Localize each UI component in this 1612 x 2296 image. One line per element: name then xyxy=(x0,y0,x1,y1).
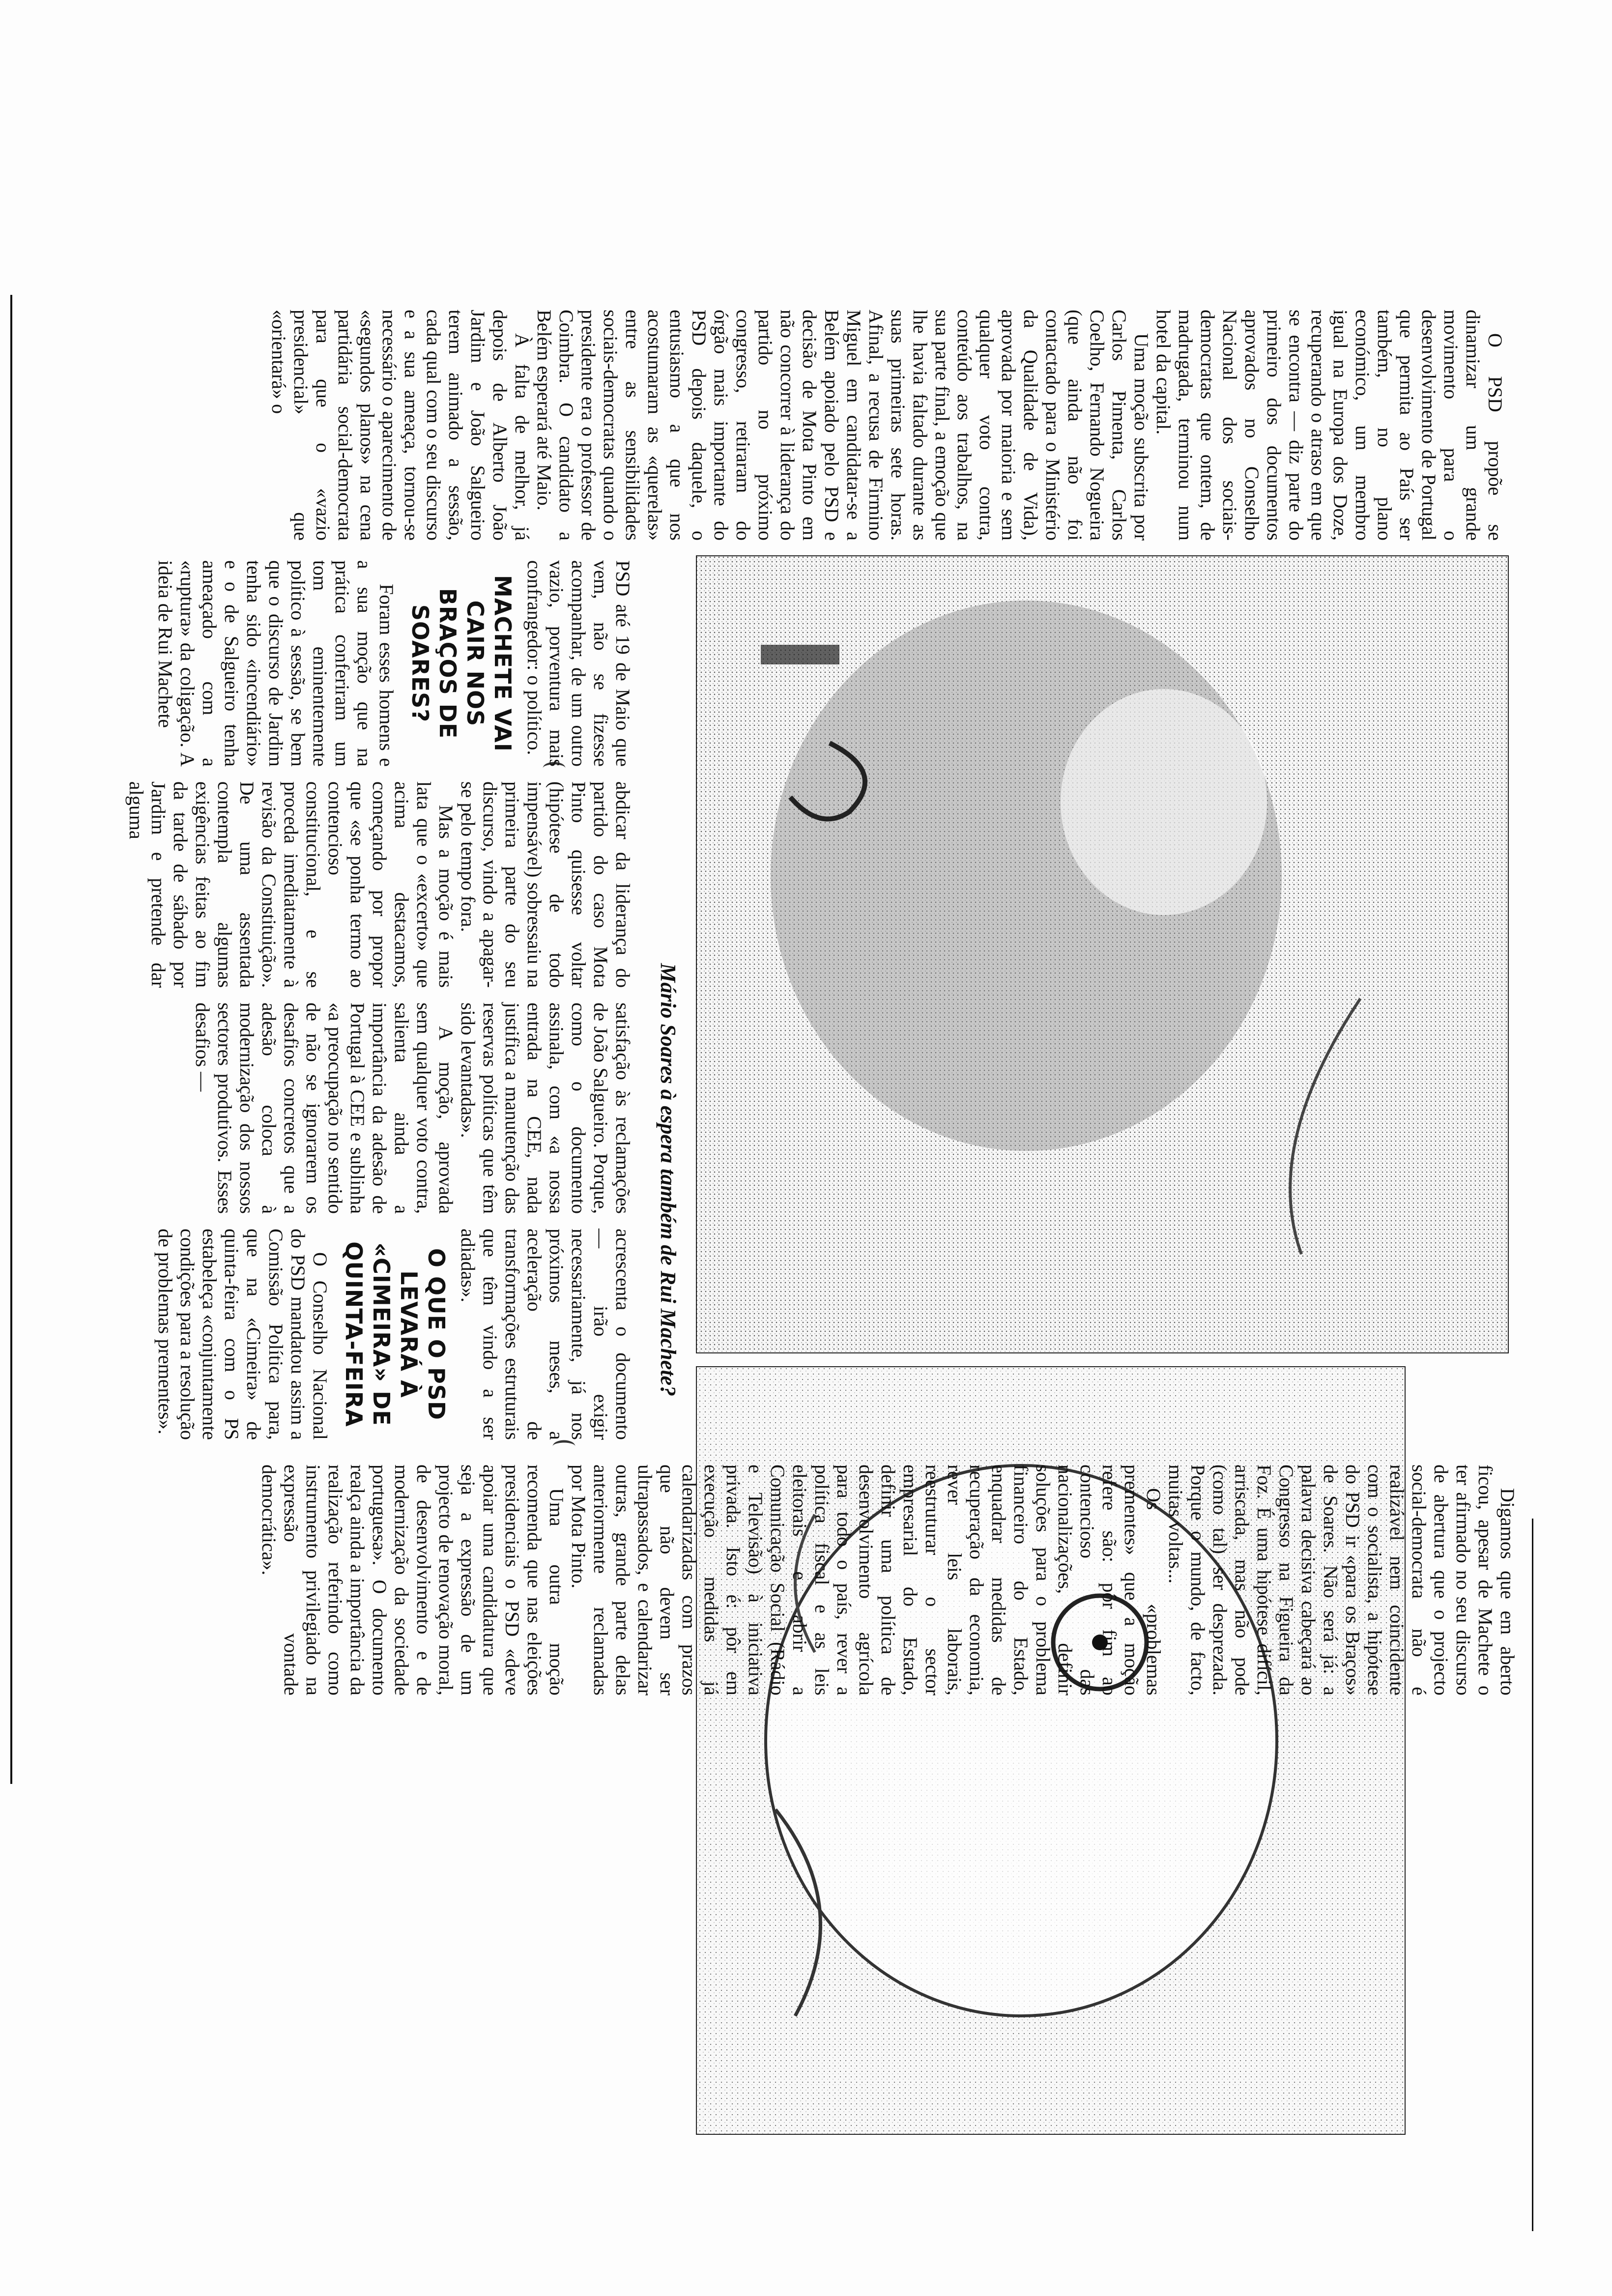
paragraph: Os «problemas prementes» que a moção refere são: pôr fim ao contencioso das nacionalizações, definir soluções para o problema financeiro do Estado, enquadrar medidas de recuperação da economia, rever leis laborais, reestruturar o sector empresarial do Estado, definir uma política de desenvolvimento agrícola para todo o país, rever a política fiscal e as leis eleitorais e abrir a Comunicação Social (Rádio e Televisão) à iniciativa privada. Isto é: pôr em execução medidas já calendarizadas com prazos que não devem ser ultrapassados, e calendarizar outras, grande parte delas anteriormente reclamadas por Mota Pinto. xyxy=(568,1464,1165,1695)
article-column-2 xyxy=(154,560,634,767)
article-column-1 xyxy=(268,310,1506,541)
photo-mario-soares xyxy=(696,555,1509,1353)
paragraph: Foram esses homens e a sua moção que na prática conferiram um tom eminentemente político à sessão, se bem que o discurso de Jardim tenha sido «incendiário» e o de Salgueiro tenha ameaçado com a «ruptura» da coligação. A ideia de Rui Machete xyxy=(154,560,398,767)
paragraph: satisfação às reclamações de João Salgueiro. Porque, como o documento assinala, com «a nossa entrada na CEE, nada justifica a manutenção das reservas políticas que têm sido levantadas». xyxy=(457,1003,634,1214)
paragraph: Mas a moção é mais lata que o «excerto» que acima destacamos, começando por propor que «se ponha termo ao contencioso constitucional, e se proceda imediatamente à revisão da Constituição». De uma assentada contempla algumas exigências feitas ao fim da tarde de sábado por Jardim e pretende dar alguma xyxy=(125,781,457,988)
column-rule xyxy=(10,295,12,1784)
paragraph: O PSD propõe se dinamizar um grande movimento para o desenvolvimento de Portugal que permita ao País ser também, no plano económico, um membro igual na Europa dos Doze, recuperando o atraso em que se encontra — diz parte do primeiro dos documentos aprovados no Conselho Nacional dos sociais-democratas que ontem, de madrugada, terminou num hotel da capital. xyxy=(1152,310,1506,541)
paragraph: abdicar da liderança do partido do caso Mota Pinto quisesse voltar (hipótese de todo impensável) sobressaiu na primeira parte do seu discurso, vindo a apagar-se pelo tempo fora. xyxy=(457,781,634,988)
paragraph: Uma moção subscrita por Carlos Pimenta, Carlos Coelho, Fernando Nogueira (que ainda não foi contactado para o Ministério da Qualidade de Vida), aprovada por maioria e sem qualquer voto contra, conteúdo aos trabalhos, na sua parte final, a emoção que lhe havia faltado durante as suas primeiras sete horas. Afinal, a recusa de Firmino Miguel em candidatar-se a Belém apoiado pelo PSD e decisão de Mota Pinto em não concorrer à liderança do partido no próximo congresso, retiraram do órgão mais importante do PSD depois daquele, o entusiasmo a que nos acostumaram as «querelas» entre as sensibilidades sociais-democratas quando o presidente era o professor de Coimbra. O candidato a Belém esperará até Maio. xyxy=(533,310,1152,541)
paragraph: O Conselho Nacional do PSD mandatou assim a Comissão Política para, que na «Cimeira» de quinta-feira com o PS estabeleça «conjuntamente condições para a resolução de problemas prementes». xyxy=(154,1229,331,1440)
article-column-6 xyxy=(258,1464,1519,1695)
paragraph: acrescenta o documento — irão exigir necessariamente, já nos próximos meses, a aceleração de transformações estruturais que têm vindo a ser adiadas». xyxy=(457,1229,634,1440)
paragraph: À falta de melhor, já depois de Alberto João Jardim e João Salgueiro terem animado a sessão, cada qual com o seu discurso e a sua ameaça, tornou-se necessário o aparecimento de «segundos planos» na cena partidária social-democrata para que o «vazio presidencial» que «orientará» o xyxy=(268,310,533,541)
section-headline: MACHETE VAI CAIR NOS BRAÇOS DE SOARES? xyxy=(407,574,516,752)
column-rule xyxy=(1532,1519,1533,2231)
paragraph: A moção, aprovada sem qualquer voto contra, salienta ainda a importância da adesão de Portugal à CEE e sublinha «a preocupação no sentido de não se ignorarem os desafios concretos que a adesão coloca à modernização dos nossos sectores produtivos. Esses desafios — xyxy=(192,1003,457,1214)
article-column-3 xyxy=(125,781,634,988)
article-column-4 xyxy=(192,1003,634,1214)
photo-caption: Mário Soares à espera também de Rui Machete? xyxy=(656,963,680,1397)
portrait-image xyxy=(697,556,1508,1352)
paragraph: Uma outra moção recomenda que nas eleições presidenciais o PSD «deve apoiar uma candidatura que seja a expressão de um projecto de renovação moral, de desenvolvimento e de modernização da sociedade portuguesa». O documento realça ainda a importância da realização referindo como instrumento privilegiado na expressão vontade democrática». xyxy=(258,1464,568,1695)
section-headline: O QUE O PSD LEVARÁ À «CIMEIRA» DE QUINTA-FEIRA xyxy=(341,1241,450,1427)
paragraph: PSD até 19 de Maio que vem, não se fizesse acompanhar, de um outro vazio, porventura mais confrangedor: o político. xyxy=(523,560,634,767)
scan-mark xyxy=(553,1440,576,1453)
paragraph: Digamos que em aberto ficou, apesar de Machete o ter afirmado no seu discurso de abertura que o projecto social-democrata não é realizável nem coincidente com o socialista, a hipótese do PSD ir «para os Braços» de Soares. Não será já: a palavra decisiva cabeçará ao Congresso na Figueira da Foz. É uma hipótese difícil, arriscada, mas não pode (como tal) ser desprezada. Porque o mundo, de facto, muitas voltas... xyxy=(1165,1464,1519,1695)
article-column-5 xyxy=(154,1229,634,1440)
